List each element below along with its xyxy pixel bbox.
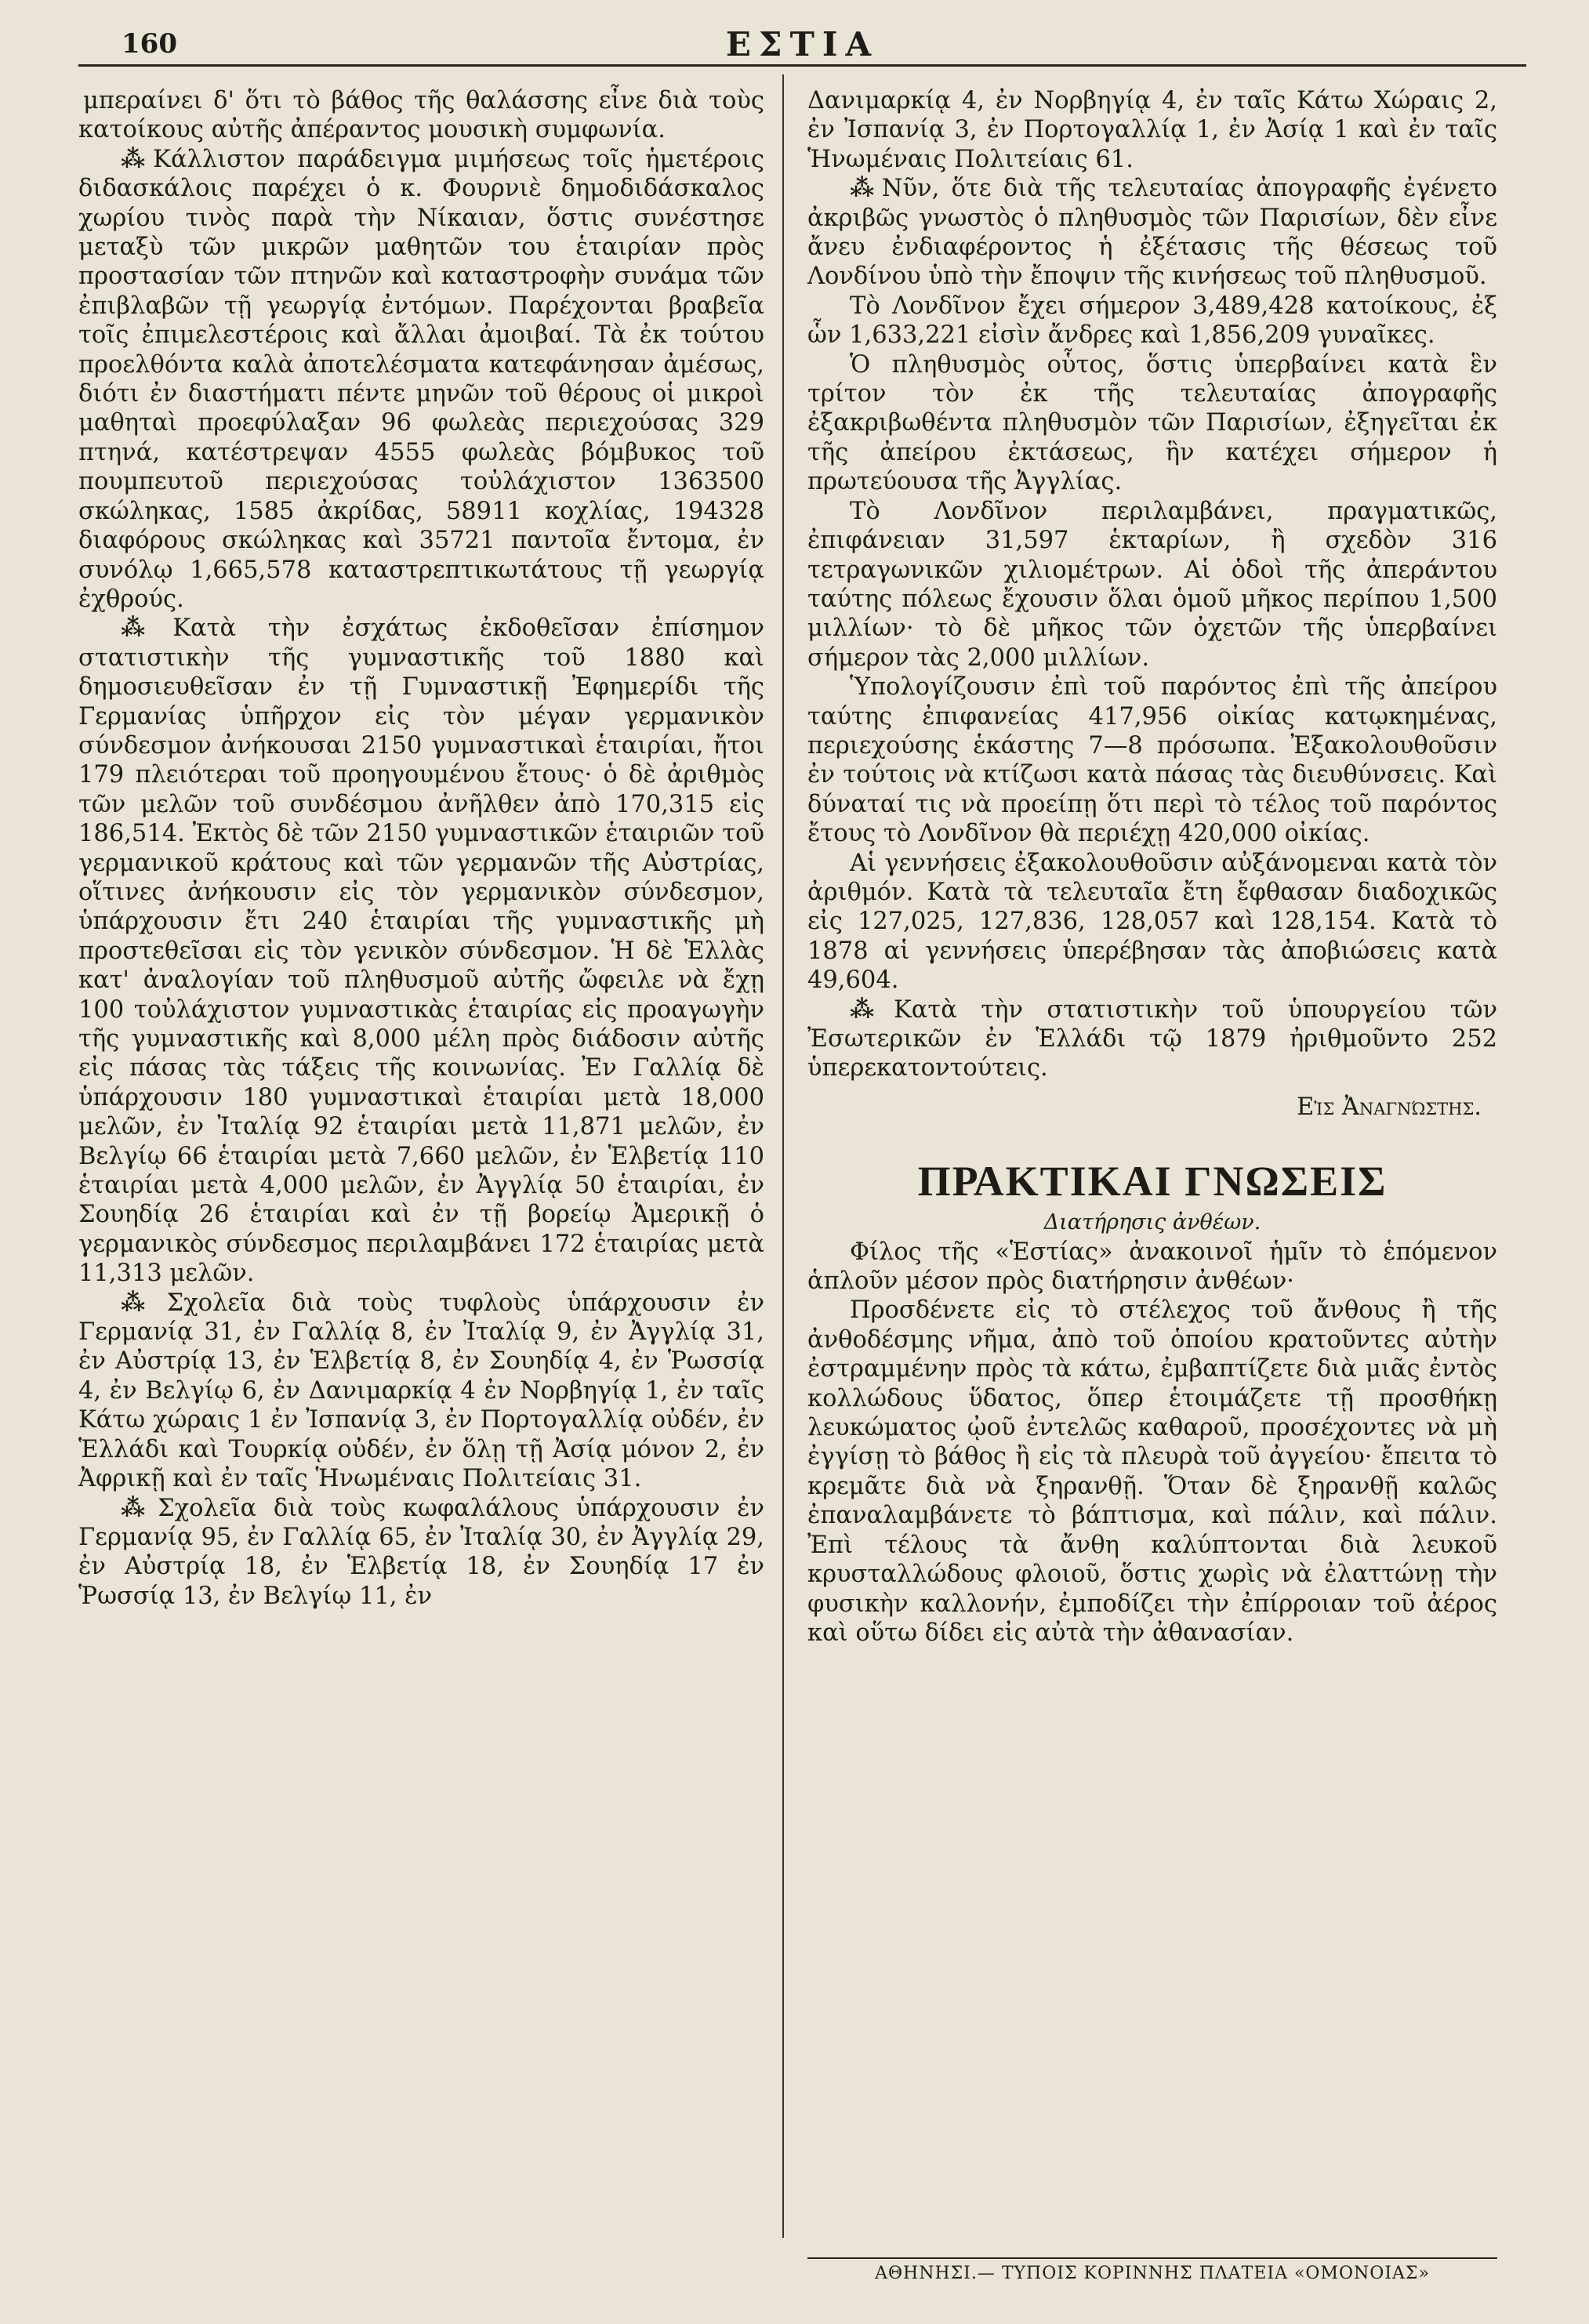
article-paragraph: Προσδένετε εἰς τὸ στέλεχος τοῦ ἄνθους ἢ τῆς ἀνθοδέσμης νῆμα, ἀπὸ τοῦ ὁποίου κρατοῦντες αὐτὴν ἐστραμμένην πρὸς τὰ κάτω, ἐμβαπτίζετε διὰ μιᾶς ἐντὸς κολλώδους ὕδατος, ὅπερ ἑτοιμάζετε τῇ προσθήκῃ λευκώματος ᾠοῦ ἐντελῶς καθαροῦ, προσέχοντες νὰ μὴ ἐγγίσῃ τὸ βάθος ἢ εἰς τὰ πλευρὰ τοῦ ἀγγείου· ἔπειτα τὸ κρεμᾶτε διὰ νὰ ξηρανθῇ. Ὅταν δὲ ξηρανθῇ καλῶς ἐπαναλαμβάνετε τὸ βάπτισμα, καὶ πάλιν, καὶ πάλιν. Ἐπὶ τέλους τὰ ἄνθη καλύπτονται διὰ λευκοῦ κρυσταλλώδους φλοιοῦ, ὅστις χωρὶς νὰ ἐλαττώνῃ τὴν φυσικὴν καλλονήν, ἐμποδίζει τὴν ἐπίρροιαν τοῦ ἀέρος καὶ οὕτω δίδει εἰς αὐτὰ τὴν ἀθανασίαν. bbox=[807, 1296, 1497, 1647]
left-column bbox=[78, 86, 764, 1611]
article-paragraph: ⁂ Κατὰ τὴν στατιστικὴν τοῦ ὑπουργείου τῶν Ἐσωτερικῶν ἐν Ἑλλάδι τῷ 1879 ἠριθμοῦντο 252 ὑπερεκατοντούτεις. bbox=[807, 995, 1497, 1082]
article-paragraph: ⁂ Σχολεῖα διὰ τοὺς κωφαλάλους ὑπάρχουσιν ἐν Γερμανίᾳ 95, ἐν Γαλλίᾳ 65, ἐν Ἰταλίᾳ 30, ἐν Ἀγγλίᾳ 29, ἐν Αὐστρίᾳ 18, ἐν Ἑλβετίᾳ 18, ἐν Σουηδίᾳ 17 ἐν Ῥωσσίᾳ 13, ἐν Βελγίῳ 11, ἐν bbox=[78, 1493, 764, 1610]
page-number: 160 bbox=[122, 28, 177, 60]
section-marker: ⁂ bbox=[850, 995, 889, 1024]
article-paragraph: ⁂ Κατὰ τὴν ἐσχάτως ἐκδοθεῖσαν ἐπίσημον στατιστικὴν τῆς γυμναστικῆς τοῦ 1880 καὶ δημοσιευθεῖσαν ἐν τῇ Γυμναστικῇ Ἐφημερίδι τῆς Γερμανίας ὑπῆρχον εἰς τὸν μέγαν γερμανικὸν σύνδεσμον ἀνήκουσαι 2150 γυμναστικαὶ ἑταιρίαι, ἤτοι 179 πλειότεραι τοῦ προηγουμένου ἔτους· ὁ δὲ ἀριθμὸς τῶν μελῶν τοῦ συνδέσμου ἀνῆλθεν ἀπὸ 170,315 εἰς 186,514. Ἐκτὸς δὲ τῶν 2150 γυμναστικῶν ἑταιριῶν τοῦ γερμανικοῦ κράτους καὶ τῶν γερμανῶν τῆς Αὐστρίας, οἵτινες ἀνήκουσιν εἰς τὸν γερμανικὸν σύνδεσμον, ὑπάρχουσιν ἔτι 240 ἑταιρίαι τῆς γυμναστικῆς μὴ προστεθεῖσαι εἰς τὸν γενικὸν σύνδεσμον. Ἡ δὲ Ἑλλὰς κατ' ἀναλογίαν τοῦ πληθυσμοῦ αὐτῆς ὤφειλε νὰ ἔχῃ 100 τοὐλάχιστον γυμναστικὰς ἑταιρίας εἰς προαγωγὴν τῆς γυμναστικῆς καὶ 8,000 μέλη πρὸς διάδοσιν αὐτῆς εἰς πάσας τὰς τάξεις τῆς κοινωνίας. Ἐν Γαλλίᾳ δὲ ὑπάρχουσιν 180 γυμναστικαὶ ἑταιρίαι μετὰ 18,000 μελῶν, ἐν Ἰταλίᾳ 92 ἑταιρίαι μετὰ 11,871 μελῶν, ἐν Βελγίῳ 66 ἑταιρίαι μετὰ 7,660 μελῶν, ἐν Ἑλβετίᾳ 110 ἑταιρίαι μετὰ 4,000 μελῶν, ἐν Ἀγγλίᾳ 50 ἑταιρίαι, ἐν Σουηδίᾳ 26 ἑταιρίαι καὶ ἐν τῇ βορείῳ Ἀμερικῇ ὁ γερμανικὸς σύνδεσμος περιλαμβάνει 172 ἑταιρίας μετὰ 11,313 μελῶν. bbox=[78, 614, 765, 1288]
printer-imprint: ΑΘΗΝΗΣΙ.— ΤΥΠΟΙΣ ΚΟΡΙΝΝΗΣ ΠΛΑΤΕΙΑ «ΟΜΟΝΟΙΑΣ» bbox=[875, 2264, 1430, 2283]
article-paragraph: ⁂ Σχολεῖα διὰ τοὺς τυφλοὺς ὑπάρχουσιν ἐν Γερμανίᾳ 31, ἐν Γαλλίᾳ 8, ἐν Ἰταλίᾳ 9, ἐν Ἀγγλίᾳ 31, ἐν Αὐστρίᾳ 13, ἐν Ἑλβετίᾳ 8, ἐν Σουηδίᾳ 4, ἐν Ῥωσσίᾳ 4, ἐν Βελγίῳ 6, ἐν Δανιμαρκίᾳ 4 ἐν Νορβηγίᾳ 1, ἐν ταῖς Κάτω χώραις 1 ἐν Ἰσπανίᾳ 3, ἐν Πορτογαλλίᾳ οὐδέν, ἐν Ἑλλάδι καὶ Τουρκίᾳ οὐδέν, ἐν ὅλῃ τῇ Ἀσίᾳ μόνον 2, ἐν Ἀφρικῇ καὶ ἐν ταῖς Ἡνωμέναις Πολιτείαις 31. bbox=[78, 1288, 764, 1493]
page-header bbox=[78, 24, 1526, 61]
article-paragraph: μπεραίνει δ' ὅτι τὸ βάθος τῆς θαλάσσης εἶνε διὰ τοὺς κατοίκους αὐτῆς ἀπέραντος μουσικὴ συμφωνία. bbox=[78, 87, 764, 144]
section-marker: ⁂ bbox=[850, 174, 877, 203]
section-marker: ⁂ bbox=[121, 1493, 154, 1522]
section-heading: ΠΡΑΚΤΙΚΑΙ ΓΝΩΣΕΙΣ bbox=[917, 1158, 1388, 1206]
section-marker: ⁂ bbox=[121, 614, 169, 643]
article-signature: Εἰς Ἀναγνώστης. bbox=[1297, 1093, 1482, 1121]
footer-rule bbox=[807, 2257, 1497, 2259]
article-paragraph: Τὸ Λονδῖνον ἔχει σήμερον 3,489,428 κατοίκους, ἐξ ὧν 1,633,221 εἰσὶν ἄνδρες καὶ 1,856,209 γυναῖκες. bbox=[807, 292, 1497, 350]
article-paragraph: Φίλος τῆς «Ἑστίας» ἀνακοινοῖ ἡμῖν τὸ ἑπόμενον ἁπλοῦν μέσον πρὸς διατήρησιν ἀνθέων· bbox=[807, 1238, 1497, 1296]
article-paragraph: Τὸ Λονδῖνον περιλαμβάνει, πραγματικῶς, ἐπιφάνειαν 31,597 ἑκταρίων, ἢ σχεδὸν 316 τετραγωνικῶν χιλιομέτρων. Αἱ ὁδοὶ τῆς ἀπεράντου ταύτης πόλεως ἔχουσιν ὅλαι ὁμοῦ μῆκος περίπου 1,500 μιλλίων· τὸ δὲ μῆκος τῶν ὀχετῶν τῆς ὑπερβαίνει σήμερον τὰς 2,000 μιλλίων. bbox=[807, 497, 1497, 672]
article-paragraph: ⁂ Νῦν, ὅτε διὰ τῆς τελευταίας ἀπογραφῆς ἐγένετο ἀκριβῶς γνωστὸς ὁ πληθυσμὸς τῶν Παρισίων, δὲν εἶνε ἄνευ ἐνδιαφέροντος ἡ ἐξέτασις τῆς θέσεως τοῦ Λονδίνου ὑπὸ τὴν ἔποψιν τῆς κινήσεως τοῦ πληθυσμοῦ. bbox=[807, 174, 1498, 291]
header-rule bbox=[78, 64, 1526, 67]
section-marker: ⁂ bbox=[121, 1288, 162, 1317]
column-divider bbox=[782, 74, 784, 2238]
masthead: ΕΣΤΙΑ bbox=[725, 25, 880, 63]
right-column bbox=[807, 86, 1497, 1648]
section-subheading: Διατήρησις ἀνθέων. bbox=[1043, 1210, 1261, 1235]
article-paragraph: ⁂ Κάλλιστον παράδειγμα μιμήσεως τοῖς ἡμετέροις διδασκάλοις παρέχει ὁ κ. Φουρνιὲ δημοδιδάσκαλος χωρίου τινὸς παρὰ τὴν Νίκαιαν, ὅστις συνέστησε μεταξὺ τῶν μικρῶν μαθητῶν του ἑταιρίαν πρὸς προστασίαν τῶν πτηνῶν καὶ καταστροφὴν συνάμα τῶν ἐπιβλαβῶν τῇ γεωργίᾳ ἐντόμων. Παρέχονται βραβεῖα τοῖς ἐπιμελεστέροις καὶ ἄλλαι ἀμοιβαί. Τὰ ἐκ τούτου προελθόντα καλὰ ἀποτελέσματα κατεφάνησαν ἀμέσως, διότι ἐν διαστήματι πέντε μηνῶν τοῦ θέρους οἱ μικροὶ μαθηταὶ προεφύλαξαν 96 φωλεὰς περιεχούσας 329 πτηνά, κατέστρεψαν 4555 φωλεὰς βόμβυκος τοῦ πουμπευτοῦ περιεχούσας τοὐλάχιστον 1363500 σκώληκας, 1585 ἀκρίδας, 58911 κοχλίας, 194328 διαφόρους σκώληκας καὶ 35721 παντοῖα ἔντομα, ἐν συνόλῳ 1,665,578 καταστρεπτικωτάτους τῇ γεωργίᾳ ἐχθρούς. bbox=[78, 144, 764, 613]
article-paragraph: Ὁ πληθυσμὸς οὗτος, ὅστις ὑπερβαίνει κατὰ ἓν τρίτον τὸν ἐκ τῆς τελευταίας ἀπογραφῆς ἐξακριβωθέντα πληθυσμὸν τῶν Παρισίων, ἐξηγεῖται ἐκ τῆς ἀπείρου ἐκτάσεως, ἣν κατέχει σήμερον ἡ πρωτεύουσα τῆς Ἀγγλίας. bbox=[807, 350, 1497, 496]
section-marker: ⁂ bbox=[121, 144, 149, 173]
article-paragraph: Ὑπολογίζουσιν ἐπὶ τοῦ παρόντος ἐπὶ τῆς ἀπείρου ταύτης ἐπιφανείας 417,956 οἰκίας κατῳκημένας, περιεχούσης ἑκάστης 7—8 πρόσωπα. Ἐξακολουθοῦσιν ἐν τούτοις νὰ κτίζωσι κατὰ πάσας τὰς διευθύνσεις. Καὶ δύναταί τις νὰ προείπῃ ὅτι περὶ τὸ τέλος τοῦ παρόντος ἔτους τὸ Λονδῖνον θὰ περιέχῃ 420,000 οἰκίας. bbox=[807, 673, 1497, 848]
article-paragraph: Αἱ γεννήσεις ἐξακολουθοῦσιν αὐξάνομεναι κατὰ τὸν ἀριθμόν. Κατὰ τὰ τελευταῖα ἔτη ἔφθασαν διαδοχικῶς εἰς 127,025, 127,836, 128,057 καὶ 128,154. Κατὰ τὸ 1878 αἱ γεννήσεις ὑπερέβησαν τὰς ἀποβιώσεις κατὰ 49,604. bbox=[807, 849, 1497, 995]
article-paragraph: Δανιμαρκίᾳ 4, ἐν Νορβηγίᾳ 4, ἐν ταῖς Κάτω Χώραις 2, ἐν Ἰσπανίᾳ 3, ἐν Πορτογαλλίᾳ 1, ἐν Ἀσίᾳ 1 καὶ ἐν ταῖς Ἡνωμέναις Πολιτείαις 61. bbox=[807, 87, 1497, 173]
